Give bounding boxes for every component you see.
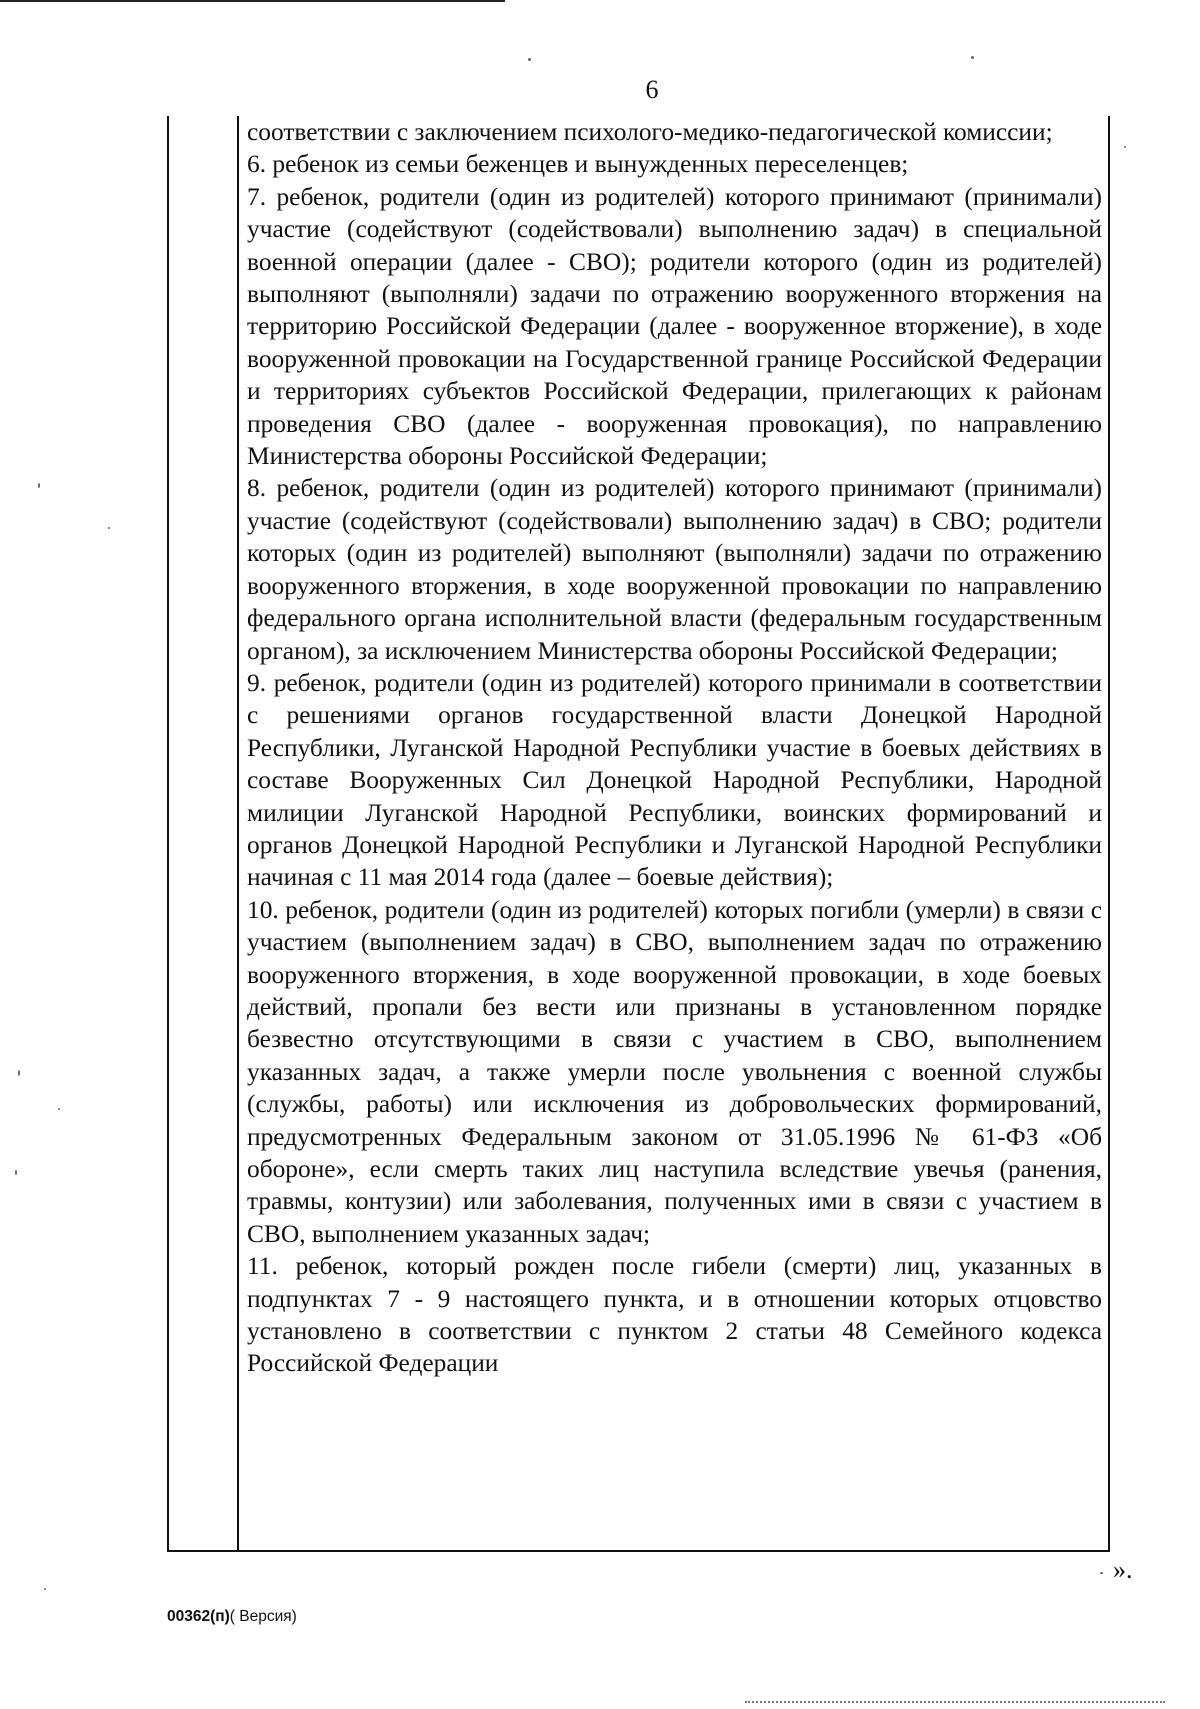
scan-speck: [18, 1070, 20, 1076]
page-number: 6: [645, 75, 659, 104]
paragraph-item-6: 6. ребенок из семьи беженцев и вынужденных переселенцев;: [247, 150, 909, 179]
scan-speck: [15, 1170, 17, 1175]
document-footer: [167, 1608, 297, 1626]
paragraph-item-9: 9. ребенок, родители (один из родителей) которого принимали в соответствии с решениями органов государственной власти Донецкой Народной Республики, Луганской Народной Республики участие в боевых действиях в составе Вооруженных Сил Донецкой Народной Республики, Народной милиции Луганской Народной Республики, воинских формирований и органов Донецкой Народной Республики и Луганской Народной Республики начиная с 11 мая 2014 года (далее – боевые действия);: [247, 668, 1102, 892]
bottom-dotted-line: [745, 1701, 1165, 1703]
scan-speck: [44, 1588, 46, 1590]
scan-speck: [58, 1108, 60, 1110]
paragraph-item-7: 7. ребенок, родители (один из родителей) которого принимают (принимали) участие (содействуют (содействовали) выполнению задач) в специальной военной операции (далее - СВО); родители которого (один из родителей) выполняют (выполняли) задачи по отражению вооруженного вторжения на территорию Российской Федерации (далее - вооруженное вторжение), в ходе вооруженной провокации на Государственной границе Российской Федерации и территориях субъектов Российской Федерации, прилегающих к районам проведения СВО (далее - вооруженная провокация), по направлению Министерства обороны Российской Федерации;: [247, 182, 1102, 471]
scan-speck: [528, 58, 531, 61]
scan-speck: [38, 483, 40, 488]
paragraph-item-11: 11. ребенок, который рожден после гибели (смерти) лиц, указанных в подпунктах 7 - 9 настоящего пункта, и в отношении которых отцовство установлено в соответствии с пунктом 2 статьи 48 Семейного кодекса Российской Федерации: [247, 1252, 1102, 1378]
footer-code: 00362(п): [167, 1608, 230, 1625]
column-divider: [237, 116, 239, 1550]
paragraph-continuation: соответствии с заключением психолого-медико-педагогической комиссии;: [247, 118, 1053, 146]
top-border-line: [0, 0, 505, 2]
paragraph-item-8: 8. ребенок, родители (один из родителей) которого принимают (принимали) участие (содействуют (содействовали) выполнению задач) в СВО; родители которых (один из родителей) выполняют (выполняли) задачи по отражению вооруженного вторжения, в ходе вооруженной провокации по направлению федерального органа исполнительной власти (федеральным государственным органом), за исключением Министерства обороны Российской Федерации;: [247, 474, 1102, 665]
scan-speck: [108, 527, 110, 529]
paragraph-item-10: 10. ребенок, родители (один из родителей) которых погибли (умерли) в связи с участием (выполнением задач) в СВО, выполнением задач по отражению вооруженного вторжения, в ходе вооруженной провокации, в ходе боевых действий, пропали без вести или признаны в установленном порядке безвестно отсутствующими в связи с участием в СВО, выполнением указанных задач, а также умерли после увольнения с военной службы (службы, работы) или исключения из добровольческих формирований, предусмотренных Федеральным законом от 31.05.1996 № 61-ФЗ «Об обороне», если смерть таких лиц наступила вследствие увечья (ранения, травмы, контузии) или заболевания, полученных ими в связи с участием в СВО, выполнением указанных задач;: [247, 895, 1102, 1248]
footer-version: ( Версия): [229, 1608, 297, 1625]
table-content-cell: [247, 116, 1102, 1380]
scan-speck: [971, 56, 974, 59]
scan-speck: [1100, 1572, 1103, 1574]
scan-speck: [1124, 146, 1126, 148]
document-table: [167, 116, 1110, 1552]
closing-quote-mark: ».: [1113, 1555, 1133, 1584]
